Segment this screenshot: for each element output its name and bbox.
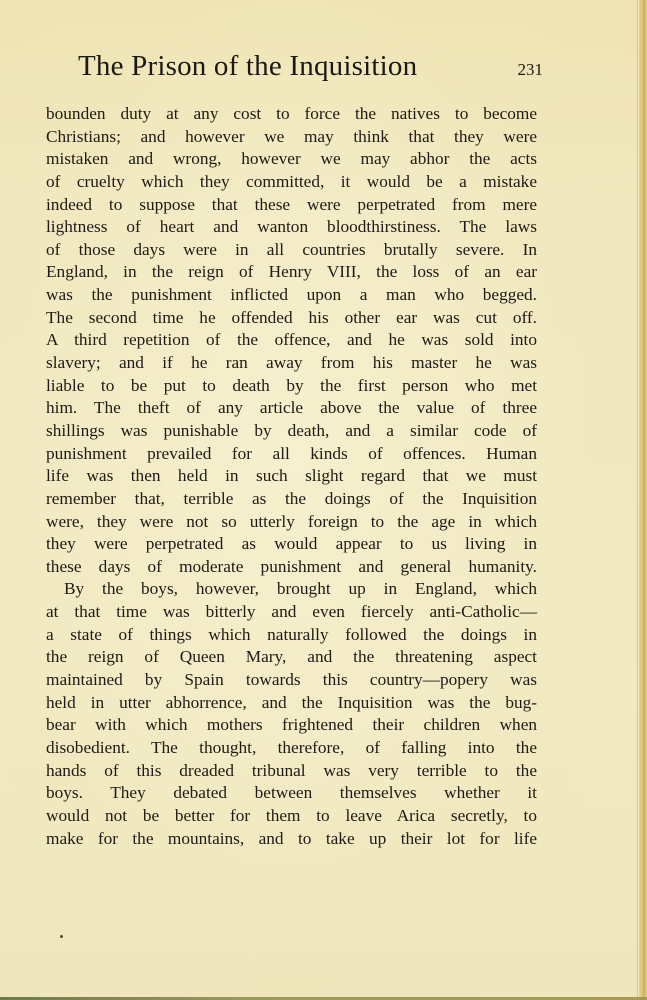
running-head: [78, 50, 543, 90]
text-line: A third repetition of the offence, and he was sold into: [46, 330, 537, 350]
text-line: him. The theft of any article above the value of three: [46, 398, 537, 418]
text-line: were, they were not so utterly foreign to the age in which: [46, 511, 537, 531]
text-line: maintained by Spain towards this country—popery was: [46, 670, 537, 690]
text-line: life was then held in such slight regard that we must: [46, 466, 537, 486]
paper-speck: [60, 935, 63, 938]
text-line: make for the mountains, and to take up their lot for life: [46, 828, 537, 848]
text-line: boys. They debated between themselves whether it: [46, 783, 537, 803]
text-line: of cruelty which they committed, it would be a mistake: [46, 171, 537, 191]
text-line: held in utter abhorrence, and the Inquisition was the bug-: [46, 692, 537, 712]
text-line: punishment prevailed for all kinds of offences. Human: [46, 443, 537, 463]
text-line: England, in the reign of Henry VIII, the loss of an ear: [46, 262, 537, 282]
text-line: mistaken and wrong, however we may abhor the acts: [46, 149, 537, 169]
body-text: [46, 103, 537, 850]
text-line: a state of things which naturally followed the doings in: [46, 624, 537, 644]
text-line: The second time he offended his other ear was cut off.: [46, 307, 537, 327]
page-right-edge: [639, 0, 647, 1000]
text-line: liable to be put to death by the first person who met: [46, 375, 537, 395]
text-line: at that time was bitterly and even fiercely anti-Catholic—: [46, 602, 537, 622]
page-number: 231: [517, 60, 543, 79]
text-line: disobedient. The thought, therefore, of falling into the: [46, 737, 537, 757]
text-line: would not be better for them to leave Arica secretly, to: [46, 805, 537, 825]
text-line: remember that, terrible as the doings of the Inquisition: [46, 488, 537, 508]
text-line: By the boys, however, brought up in England, which: [64, 579, 537, 599]
text-line: indeed to suppose that these were perpetrated from mere: [46, 194, 537, 214]
text-line: the reign of Queen Mary, and the threatening aspect: [46, 647, 537, 667]
text-line: was the punishment inflicted upon a man who begged.: [46, 285, 537, 305]
text-line: they were perpetrated as would appear to us living in: [46, 534, 537, 554]
running-title: The Prison of the Inquisition: [78, 50, 418, 82]
text-line: shillings was punishable by death, and a similar code of: [46, 420, 537, 440]
text-line: lightness of heart and wanton bloodthirstiness. The laws: [46, 217, 537, 237]
text-line: bounden duty at any cost to force the natives to become: [46, 104, 537, 123]
text-line: hands of this dreaded tribunal was very terrible to the: [46, 760, 537, 780]
page-edge-line: [637, 0, 638, 1000]
text-line: these days of moderate punishment and general humanity.: [46, 556, 537, 576]
text-line: Christians; and however we may think that they were: [46, 126, 537, 146]
text-line: of those days were in all countries brutally severe. In: [46, 239, 537, 259]
text-line: slavery; and if he ran away from his master he was: [46, 353, 537, 373]
text-line: bear with which mothers frightened their children when: [46, 715, 537, 735]
